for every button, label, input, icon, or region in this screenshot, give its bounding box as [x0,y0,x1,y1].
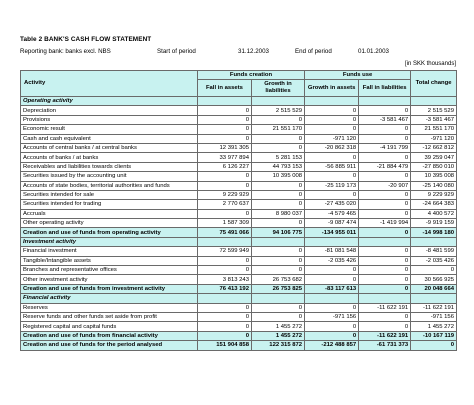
row-label: Creation and use of funds from financial activity [21,331,198,340]
row-value: 0 [197,125,251,134]
row-value: 0 [305,190,359,199]
row-value: 0 [197,312,251,321]
row-value: -3 581 467 [411,115,457,124]
row-label: Creation and use of funds from investment activity [21,284,198,293]
table-row [21,312,457,321]
col-header-funds-use: Funds use [305,71,411,80]
row-value: 26 753 682 [251,275,304,284]
row-value [251,294,304,303]
row-value: 0 [251,134,304,143]
cash-flow-body [21,97,457,351]
row-value: 0 [251,190,304,199]
row-value: -212 488 857 [305,341,359,350]
row-label: Investment activity [21,237,198,246]
col-header-funds-creation: Funds creation [197,71,304,80]
row-value [251,237,304,246]
row-value: 10 395 008 [411,172,457,181]
row-value: 0 [359,209,411,218]
row-value: -10 167 119 [411,331,457,340]
table-row [21,153,457,162]
row-value [411,237,457,246]
row-value: 75 491 066 [197,228,251,237]
row-value: 72 599 949 [197,247,251,256]
row-value [305,294,359,303]
col-header-growth-in-liabilities: Growth in liabilities [251,80,304,97]
row-value: 0 [359,228,411,237]
row-value: 0 [197,331,251,340]
row-label: Other investment activity [21,275,198,284]
row-value: 33 977 894 [197,153,251,162]
subtotal-row [21,228,457,237]
row-value: 0 [305,172,359,181]
row-value: 9 229 929 [197,190,251,199]
row-value: 21 551 170 [411,125,457,134]
row-value [411,294,457,303]
reporting-bank: Reporting bank: banks excl. NBS [20,48,111,55]
row-value: 0 [305,275,359,284]
col-header-growth-in-assets: Growth in assets [305,80,359,97]
row-value: 0 [197,209,251,218]
row-value: -25 119 173 [305,181,359,190]
row-value: 0 [251,247,304,256]
row-value: -971 156 [305,312,359,321]
row-value: 0 [359,106,411,115]
row-label: Economic result [21,125,198,134]
row-value: 39 259 047 [411,153,457,162]
table-row [21,247,457,256]
row-value: 12 391 305 [197,143,251,152]
row-value: 2 770 637 [197,200,251,209]
row-label: Other operating activity [21,219,198,228]
row-label: Provisions [21,115,198,124]
subtotal-row [21,331,457,340]
row-value: -11 622 191 [359,331,411,340]
row-value: -81 081 548 [305,247,359,256]
row-value: -3 581 467 [359,115,411,124]
row-label: Accounts of banks / at banks [21,153,198,162]
row-value: 8 980 037 [251,209,304,218]
start-period-date: 31.12.2003 [238,48,269,55]
row-value: 10 395 008 [251,172,304,181]
table-row [21,181,457,190]
row-value: 0 [305,303,359,312]
row-value: -12 662 812 [411,143,457,152]
row-label: Registered capital and capital funds [21,322,198,331]
row-value: 0 [305,115,359,124]
row-value: 0 [359,200,411,209]
row-value: 151 904 858 [197,341,251,350]
row-value: 0 [359,247,411,256]
row-value: 0 [305,125,359,134]
row-label: Creation and use of funds for the period analysed [21,341,198,350]
row-value: 0 [359,275,411,284]
row-value: -2 035 426 [411,256,457,265]
row-value: 0 [305,266,359,275]
row-label: Branches and representative offices [21,266,198,275]
row-label: Securities intended for sale [21,190,198,199]
end-period-label: End of period [295,48,332,55]
row-value: -20 907 [359,181,411,190]
row-value: 0 [305,331,359,340]
row-label: Creation and use of funds from operating activity [21,228,198,237]
row-value: -61 731 373 [359,341,411,350]
row-value: 0 [359,312,411,321]
row-value: 0 [197,106,251,115]
row-label: Securities issued by the accounting unit [21,172,198,181]
row-value: 94 106 775 [251,228,304,237]
table-row [21,275,457,284]
col-header-total-change: Total change [411,71,457,97]
row-value: -27 850 010 [411,162,457,171]
row-label: Financial activity [21,294,198,303]
row-value: 122 315 872 [251,341,304,350]
row-label: Accruals [21,209,198,218]
row-value [411,97,457,106]
table-row [21,209,457,218]
table-row [21,115,457,124]
row-value: 0 [251,303,304,312]
total-row [21,341,457,350]
table-row [21,125,457,134]
row-value: -4 191 799 [359,143,411,152]
row-label: Cash and cash equivalent [21,134,198,143]
row-value: 0 [305,153,359,162]
subtotal-row [21,284,457,293]
row-value: -21 884 479 [359,162,411,171]
row-value: -9 087 474 [305,219,359,228]
row-value: 0 [251,266,304,275]
row-value [305,97,359,106]
col-header-fall-in-assets: Fall in assets [197,80,251,97]
row-value: 0 [197,115,251,124]
row-value: 0 [359,322,411,331]
row-value: 1 455 272 [411,322,457,331]
table-row [21,200,457,209]
row-value: 0 [251,143,304,152]
row-value: -25 140 080 [411,181,457,190]
row-value: -2 035 426 [305,256,359,265]
row-value: 0 [197,322,251,331]
row-value: 0 [251,200,304,209]
row-value: -24 664 383 [411,200,457,209]
row-value: 0 [411,266,457,275]
row-value: 0 [359,284,411,293]
row-value: -134 955 011 [305,228,359,237]
row-value: 0 [359,134,411,143]
cash-flow-table [20,70,457,351]
row-label: Reserves [21,303,198,312]
row-value: 0 [359,172,411,181]
section-row [21,294,457,303]
row-value: 4 400 572 [411,209,457,218]
row-label: Accounts of central banks / at central banks [21,143,198,152]
table-row [21,106,457,115]
row-value: 9 229 929 [411,190,457,199]
row-value: 21 551 170 [251,125,304,134]
units-note: [in SKK thousands] [404,61,456,67]
row-label: Receivables and liabilities towards clients [21,162,198,171]
row-value: -971 156 [411,312,457,321]
row-value [359,97,411,106]
row-value: 0 [197,266,251,275]
row-value: 0 [251,312,304,321]
row-value: 0 [359,256,411,265]
table-row [21,134,457,143]
row-value [359,294,411,303]
table-row [21,143,457,152]
row-value: 0 [197,303,251,312]
row-value: -4 579 465 [305,209,359,218]
row-value: 0 [197,134,251,143]
section-row [21,237,457,246]
col-header-fall-in-liabilities: Fall in liabilities [359,80,411,97]
row-value: -56 885 911 [305,162,359,171]
row-value: 0 [305,106,359,115]
row-value: 1 455 272 [251,322,304,331]
row-value: 0 [359,190,411,199]
row-label: Financial investment [21,247,198,256]
row-value: -1 419 994 [359,219,411,228]
row-value: 0 [359,266,411,275]
row-value: 0 [411,341,457,350]
table-row [21,162,457,171]
row-label: Securities intended for trading [21,200,198,209]
table-title: Table 2 BANK'S CASH FLOW STATEMENT [20,36,152,43]
col-header-activity: Activity [21,71,198,97]
row-value: -8 481 599 [411,247,457,256]
row-value: 30 566 925 [411,275,457,284]
table-row [21,219,457,228]
row-value: -27 435 020 [305,200,359,209]
section-row [21,97,457,106]
row-value [359,237,411,246]
row-value: 3 813 243 [197,275,251,284]
row-value: 0 [251,256,304,265]
row-value: -11 622 191 [359,303,411,312]
end-period-date: 01.01.2003 [358,48,389,55]
row-value: 2 515 529 [411,106,457,115]
row-value [251,97,304,106]
row-value: 0 [359,153,411,162]
row-value [197,237,251,246]
row-value: 6 126 227 [197,162,251,171]
row-value: 20 048 664 [411,284,457,293]
row-value: -11 622 191 [411,303,457,312]
row-value: 0 [197,181,251,190]
table-row [21,266,457,275]
table-row [21,190,457,199]
row-value: 0 [305,322,359,331]
row-value: 2 515 529 [251,106,304,115]
row-value: 0 [251,181,304,190]
row-value: 0 [197,172,251,181]
row-value: 0 [251,115,304,124]
row-value [305,237,359,246]
row-value [197,294,251,303]
row-label: Tangible/Intangible assets [21,256,198,265]
row-value: -971 120 [411,134,457,143]
row-value: 76 413 192 [197,284,251,293]
row-value: -20 862 318 [305,143,359,152]
row-value: -83 117 613 [305,284,359,293]
row-value: -14 998 180 [411,228,457,237]
row-label: Depreciation [21,106,198,115]
row-label: Accounts of state bodies, territorial authorities and funds [21,181,198,190]
row-value [197,97,251,106]
table-row [21,303,457,312]
row-label: Operating activity [21,97,198,106]
start-period-label: Start of period [157,48,196,55]
row-value: 0 [251,219,304,228]
row-value: 1 587 309 [197,219,251,228]
table-row [21,256,457,265]
row-value: 26 753 825 [251,284,304,293]
row-value: 1 455 272 [251,331,304,340]
table-row [21,172,457,181]
row-value: -971 120 [305,134,359,143]
row-value: 0 [197,256,251,265]
row-label: Reserve funds and other funds set aside from profit [21,312,198,321]
row-value: 5 281 153 [251,153,304,162]
row-value: 0 [359,125,411,134]
table-row [21,322,457,331]
row-value: -9 919 159 [411,219,457,228]
row-value: 44 793 153 [251,162,304,171]
